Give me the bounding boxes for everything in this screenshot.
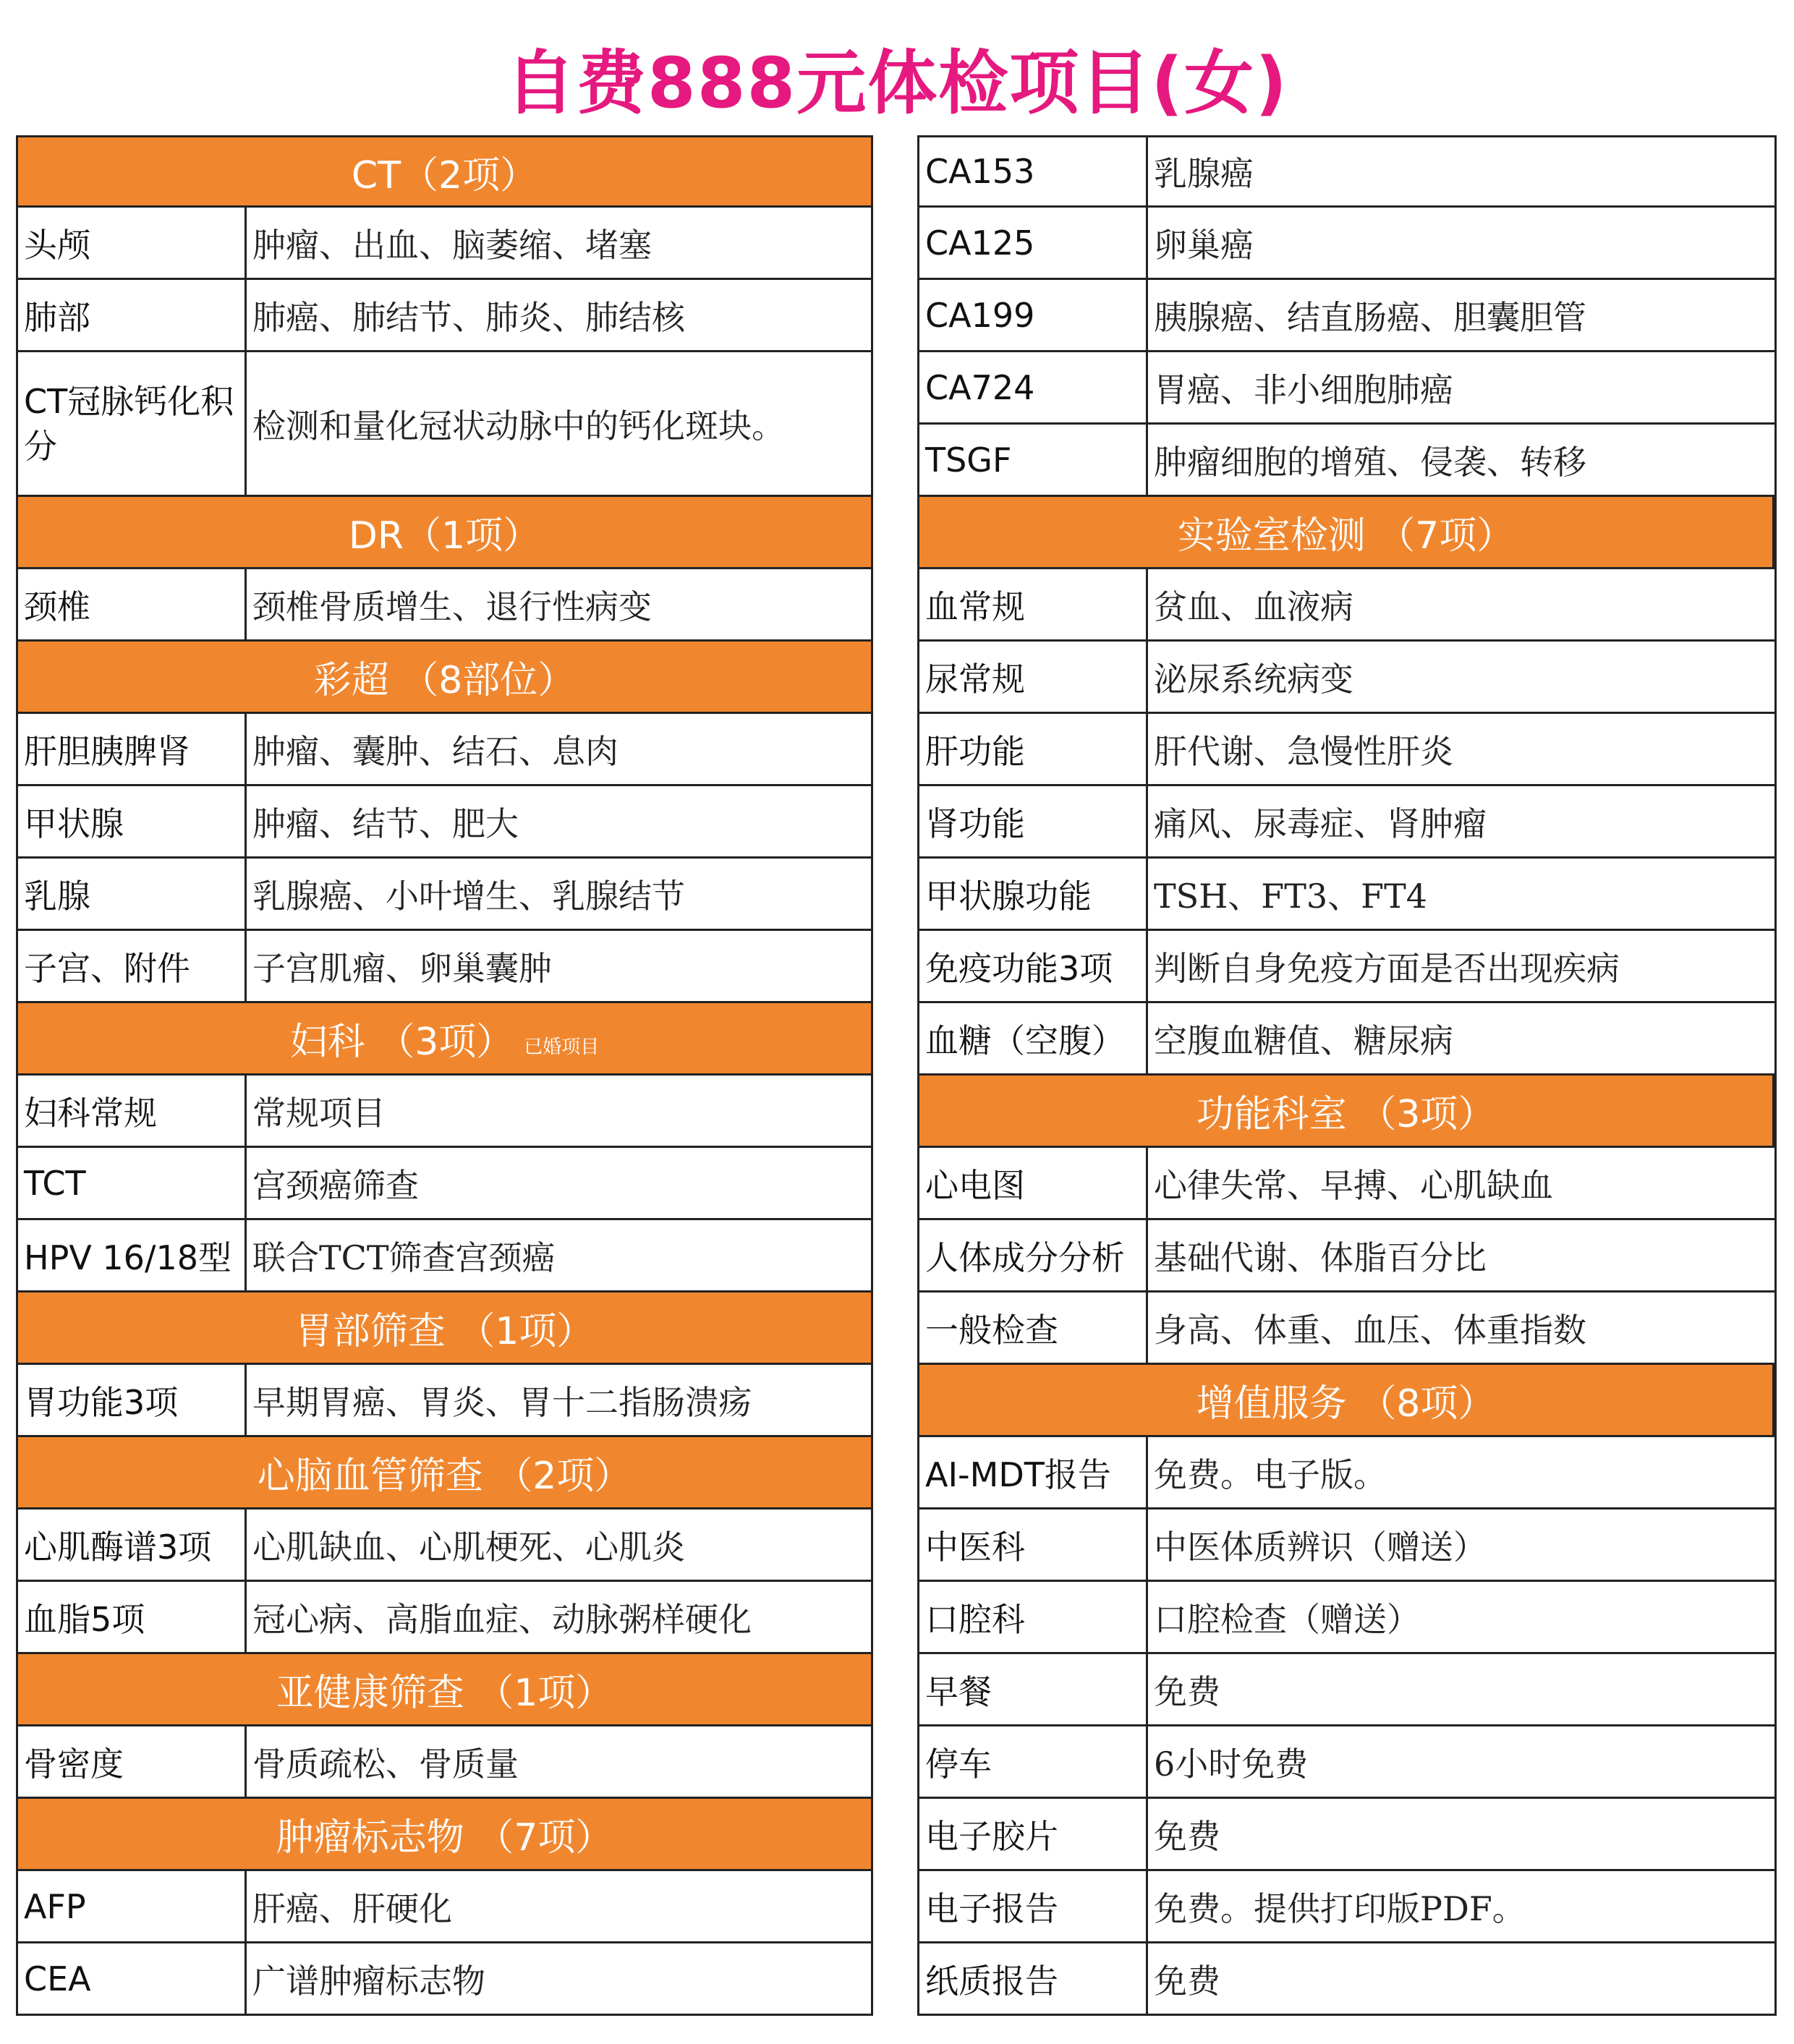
- table-row: [919, 135, 1774, 208]
- item-desc: 判断自身免疫方面是否出现疾病: [1154, 948, 1620, 988]
- item-name: 中医科: [919, 1509, 1148, 1580]
- item-desc: 免费: [1154, 1672, 1220, 1711]
- item-name: 尿常规: [919, 642, 1148, 712]
- table-row: [919, 208, 1774, 280]
- item-desc: 广谱肿瘤标志物: [247, 1943, 873, 2014]
- table-row: [919, 1148, 1774, 1220]
- table-row: [919, 1220, 1774, 1293]
- table-row: [18, 1871, 873, 1943]
- item-name: HPV 16/18型: [18, 1220, 247, 1290]
- item-name: 肝胆胰脾肾: [18, 714, 247, 784]
- item-desc: 宫颈癌筛查: [247, 1148, 873, 1218]
- table-row: [919, 786, 1774, 859]
- section-title: 心脑血管筛查 （2项）: [257, 1455, 632, 1498]
- item-name: 妇科常规: [18, 1076, 247, 1146]
- section-header-subhealth: [18, 1654, 873, 1726]
- item-desc: 早期胃癌、胃炎、胃十二指肠溃疡: [247, 1365, 873, 1435]
- section-title: 胃部筛查 （1项）: [294, 1310, 595, 1353]
- item-desc: 身高、体重、血压、体重指数: [1154, 1310, 1586, 1350]
- item-name: AI-MDT报告: [919, 1437, 1148, 1507]
- item-name: CA199: [919, 280, 1148, 350]
- item-name: 电子胶片: [919, 1799, 1148, 1869]
- item-desc: 胰腺癌、结直肠癌、胆囊胆管: [1154, 297, 1586, 337]
- item-desc: 卵巢癌: [1154, 225, 1254, 265]
- item-desc: 乳腺癌、小叶增生、乳腺结节: [247, 859, 873, 929]
- item-desc: 骨质疏松、骨质量: [247, 1726, 873, 1797]
- table-row: [18, 1365, 873, 1437]
- item-desc: 肿瘤、出血、脑萎缩、堵塞: [247, 208, 873, 278]
- item-desc: 心肌缺血、心肌梗死、心肌炎: [247, 1509, 873, 1580]
- item-name: 心电图: [919, 1148, 1148, 1218]
- item-name: TSGF: [919, 425, 1148, 495]
- item-desc: 颈椎骨质增生、退行性病变: [247, 569, 873, 639]
- table-row: [919, 1943, 1774, 2016]
- item-desc: 子宫肌瘤、卵巢囊肿: [247, 931, 873, 1001]
- section-header-gynecology: [18, 1003, 873, 1076]
- table-row: [919, 642, 1774, 714]
- table-row: [18, 280, 873, 352]
- item-desc: 肿瘤细胞的增殖、侵袭、转移: [1154, 442, 1586, 482]
- table-row: [18, 1726, 873, 1799]
- item-name: 甲状腺: [18, 786, 247, 856]
- section-header-tumor-markers: [18, 1799, 873, 1871]
- item-name: CT冠脉钙化积分: [18, 352, 247, 495]
- table-row: [18, 1582, 873, 1654]
- item-name: AFP: [18, 1871, 247, 1941]
- table-row: [919, 425, 1774, 497]
- item-desc: 乳腺癌: [1154, 154, 1254, 193]
- item-desc: 免费: [1154, 1961, 1220, 2001]
- table-row: [919, 714, 1774, 786]
- item-name: 乳腺: [18, 859, 247, 929]
- item-name: CA153: [919, 137, 1148, 205]
- section-header-stomach: [18, 1293, 873, 1365]
- item-desc: 免费。提供打印版PDF。: [1154, 1888, 1526, 1928]
- item-name: 心肌酶谱3项: [18, 1509, 247, 1580]
- section-header-value-added: [919, 1365, 1774, 1437]
- item-desc: 中医体质辨识（赠送）: [1154, 1527, 1487, 1567]
- item-name: 子宫、附件: [18, 931, 247, 1001]
- table-row: [919, 1726, 1774, 1799]
- table-row: [919, 1509, 1774, 1582]
- table-row: [919, 1654, 1774, 1726]
- section-header-cardio: [18, 1437, 873, 1509]
- section-title: 妇科 （3项）: [289, 1021, 514, 1064]
- item-name: 头颅: [18, 208, 247, 278]
- table-row: [919, 1871, 1774, 1943]
- section-header-ct: [18, 135, 873, 208]
- section-title: 实验室检测 （7项）: [1177, 514, 1515, 558]
- item-name: CA125: [919, 208, 1148, 278]
- table-row: [18, 1076, 873, 1148]
- item-name: 颈椎: [18, 569, 247, 639]
- table-row: [18, 714, 873, 786]
- item-desc: 痛风、尿毒症、肾肿瘤: [1154, 804, 1487, 843]
- item-name: 甲状腺功能: [919, 859, 1148, 929]
- item-desc: 泌尿系统病变: [1154, 659, 1353, 699]
- item-name: 人体成分分析: [919, 1220, 1148, 1290]
- table-row: [18, 1943, 873, 2016]
- right-table: [917, 135, 1777, 2016]
- item-desc: 常规项目: [247, 1076, 873, 1146]
- item-desc: 肝癌、肝硬化: [247, 1871, 873, 1941]
- item-desc: 免费: [1154, 1816, 1220, 1856]
- table-row: [18, 1220, 873, 1293]
- table-row: [919, 859, 1774, 931]
- item-name: 一般检查: [919, 1293, 1148, 1363]
- section-title: 亚健康筛查 （1项）: [276, 1672, 613, 1715]
- item-name: 胃功能3项: [18, 1365, 247, 1435]
- item-desc: TSH、FT3、FT4: [1154, 876, 1428, 916]
- item-desc: 免费。电子版。: [1154, 1455, 1387, 1494]
- item-name: CA724: [919, 352, 1148, 422]
- item-desc: 基础代谢、体脂百分比: [1154, 1238, 1487, 1277]
- table-row: [18, 208, 873, 280]
- table-row: [18, 1148, 873, 1220]
- table-row: [18, 859, 873, 931]
- table-row: [919, 1582, 1774, 1654]
- section-header-lab: [919, 497, 1774, 569]
- item-name: TCT: [18, 1148, 247, 1218]
- section-title: 肿瘤标志物 （7项）: [276, 1816, 613, 1860]
- item-name: CEA: [18, 1943, 247, 2014]
- item-desc: 空腹血糖值、糖尿病: [1154, 1021, 1453, 1060]
- item-name: 肾功能: [919, 786, 1148, 856]
- section-title: 功能科室 （3项）: [1196, 1093, 1496, 1136]
- section-title: CT（2项）: [351, 153, 538, 197]
- item-name: 免疫功能3项: [919, 931, 1148, 1001]
- item-name: 早餐: [919, 1654, 1148, 1724]
- table-row: [18, 786, 873, 859]
- item-desc: 口腔检查（赠送）: [1154, 1599, 1420, 1639]
- item-desc: 冠心病、高脂血症、动脉粥样硬化: [247, 1582, 873, 1652]
- item-desc: 肝代谢、急慢性肝炎: [1154, 731, 1453, 771]
- item-desc: 检测和量化冠状动脉中的钙化斑块。: [247, 352, 873, 495]
- item-name: 电子报告: [919, 1871, 1148, 1941]
- item-name: 停车: [919, 1726, 1148, 1797]
- section-title: DR（1项）: [348, 514, 541, 558]
- left-table: [16, 135, 873, 2016]
- item-name: 口腔科: [919, 1582, 1148, 1652]
- table-row: [919, 931, 1774, 1003]
- item-name: 血脂5项: [18, 1582, 247, 1652]
- table-row: [919, 352, 1774, 425]
- item-name: 血糖（空腹）: [919, 1003, 1148, 1073]
- page-title: 自费888元体检项目(女): [505, 43, 1289, 124]
- table-row: [18, 931, 873, 1003]
- item-desc: 6小时免费: [1154, 1744, 1309, 1784]
- item-name: 骨密度: [18, 1726, 247, 1797]
- table-row: [919, 1799, 1774, 1871]
- section-title: 增值服务 （8项）: [1196, 1382, 1496, 1426]
- item-desc: 贫血、血液病: [1154, 587, 1353, 626]
- table-row: [919, 1293, 1774, 1365]
- item-desc: 肿瘤、结节、肥大: [247, 786, 873, 856]
- section-note: 已婚项目: [524, 1036, 600, 1058]
- item-desc: 联合TCT筛查宫颈癌: [247, 1220, 873, 1290]
- item-name: 肝功能: [919, 714, 1148, 784]
- section-header-ultrasound: [18, 642, 873, 714]
- item-name: 血常规: [919, 569, 1148, 639]
- table-row: [18, 352, 873, 497]
- section-header-functional: [919, 1076, 1774, 1148]
- table-row: [919, 569, 1774, 642]
- item-desc: 心律失常、早搏、心肌缺血: [1154, 1165, 1553, 1205]
- table-row: [919, 1003, 1774, 1076]
- table-row: [919, 280, 1774, 352]
- table-row: [18, 1509, 873, 1582]
- section-title: 彩超 （8部位）: [313, 659, 576, 702]
- section-header-dr: [18, 497, 873, 569]
- item-name: 纸质报告: [919, 1943, 1148, 2014]
- table-row: [919, 1437, 1774, 1509]
- table-row: [18, 569, 873, 642]
- item-desc: 肿瘤、囊肿、结石、息肉: [247, 714, 873, 784]
- item-desc: 胃癌、非小细胞肺癌: [1154, 370, 1453, 409]
- item-desc: 肺癌、肺结节、肺炎、肺结核: [247, 280, 873, 350]
- item-name: 肺部: [18, 280, 247, 350]
